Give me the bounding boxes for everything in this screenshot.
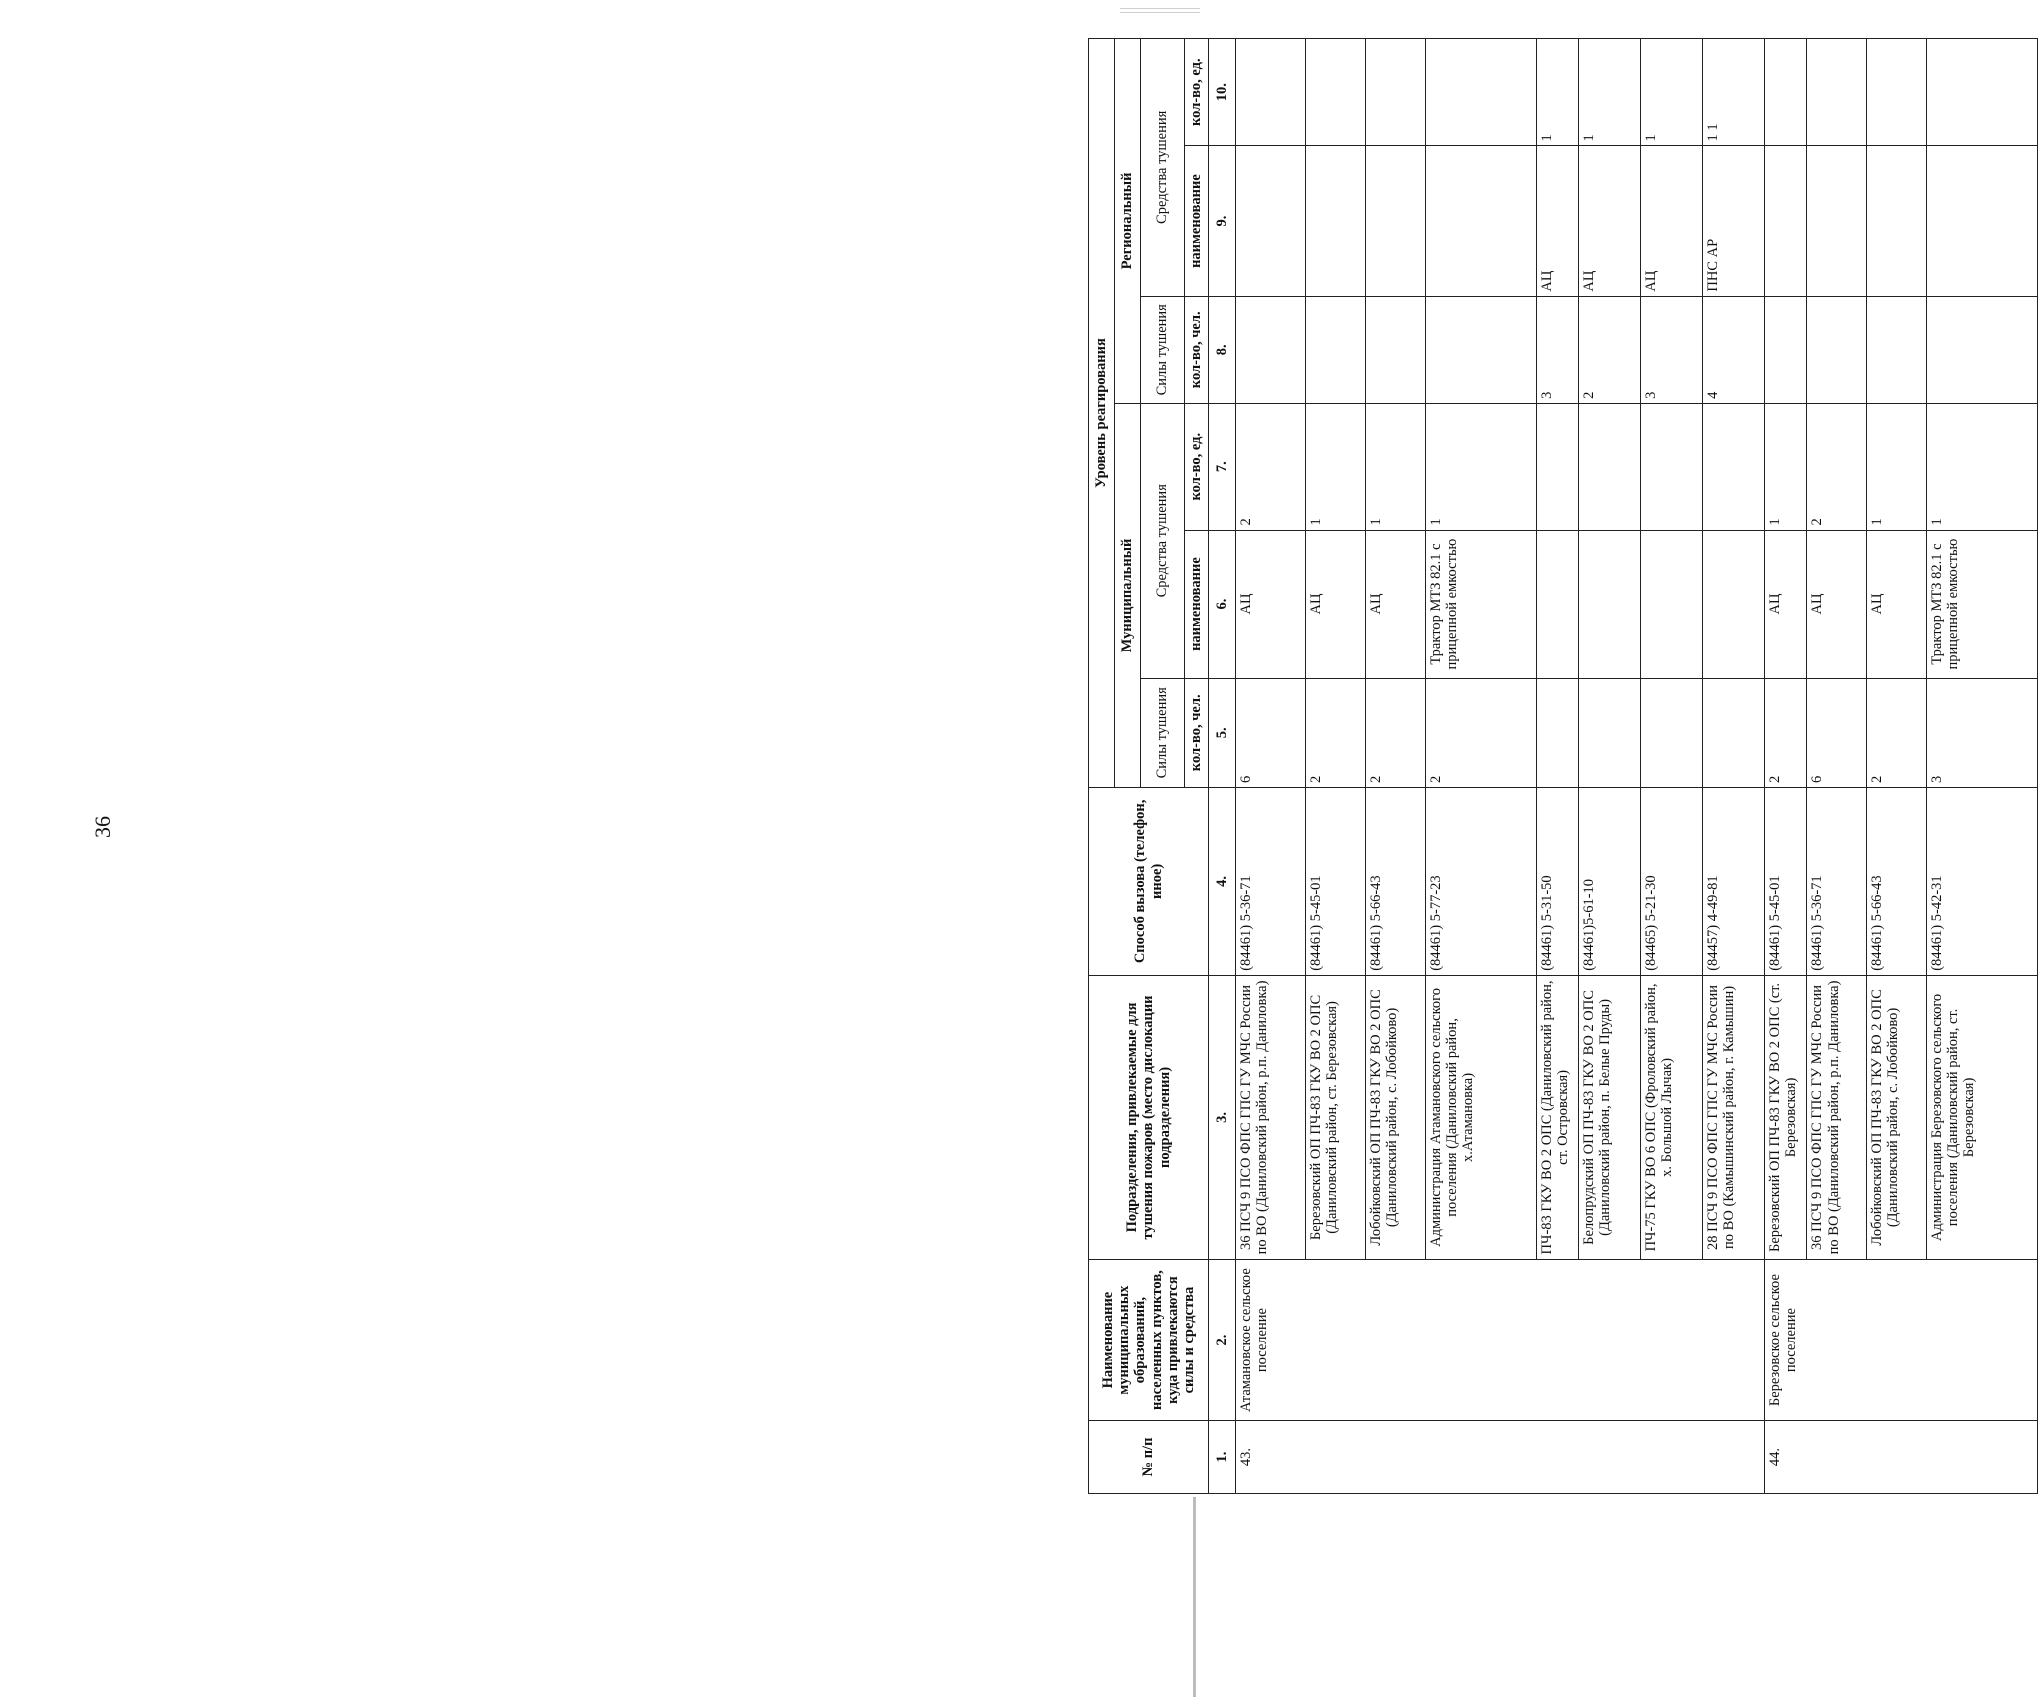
header-unit: Подразделения, привлекаемые для тушения пожаров (место дислокации подразделения) [1089, 975, 1209, 1259]
r-means-cell: АЦ [1641, 146, 1703, 296]
r-forces-cell: 3 [1641, 296, 1703, 403]
r-qty-cell [1235, 39, 1305, 146]
phone-cell: (84461) 5-36-71 [1807, 788, 1867, 976]
table-row [1764, 39, 1807, 1494]
r-forces-cell [1764, 296, 1807, 403]
unit-cell: Администрация Березовского сельского поселения (Даниловский район, ст. Березовская) [1926, 975, 2037, 1259]
r-qty-cell [1306, 39, 1366, 146]
r-means-cell [1235, 146, 1305, 296]
phone-cell: (84461)5-61-10 [1579, 788, 1641, 976]
unit-cell: Администрация Атамановского сельского поселения (Даниловский район, х.Атамановка) [1425, 975, 1536, 1259]
r-forces-cell [1365, 296, 1425, 403]
m-means-cell [1536, 530, 1579, 678]
header-m-qty-units: кол-во, ед. [1185, 403, 1209, 530]
m-forces-cell: 2 [1306, 678, 1366, 787]
r-means-cell [1425, 146, 1536, 296]
m-qty-cell [1702, 403, 1764, 530]
phone-cell: (84457) 4-49-81 [1702, 788, 1764, 976]
r-forces-cell: 2 [1579, 296, 1641, 403]
col-number: 1. [1209, 1421, 1236, 1494]
r-qty-cell [1365, 39, 1425, 146]
unit-cell: Белопрудский ОП ПЧ-83 ГКУ ВО 2 ОПС (Даниловский район, п. Белые Пруды) [1579, 975, 1641, 1259]
phone-cell: (84461) 5-77-23 [1425, 788, 1536, 976]
r-forces-cell [1306, 296, 1366, 403]
r-means-cell [1306, 146, 1366, 296]
fire-response-table [1088, 38, 2038, 1494]
header-r-means: Средства тушения [1141, 39, 1185, 297]
col-number: 8. [1209, 296, 1236, 403]
col-number: 4. [1209, 788, 1236, 976]
r-qty-cell [1807, 39, 1867, 146]
m-qty-cell: 1 [1926, 403, 2037, 530]
unit-cell: ПЧ-83 ГКУ ВО 2 ОПС (Даниловский район, ст. Островская) [1536, 975, 1579, 1259]
unit-cell: Лобойковский ОП ПЧ-83 ГКУ ВО 2 ОПС (Даниловский район, с. Лобойково) [1867, 975, 1927, 1259]
m-qty-cell: 1 [1365, 403, 1425, 530]
m-means-cell [1641, 530, 1703, 678]
m-means-cell: АЦ [1306, 530, 1366, 678]
col-number: 2. [1209, 1260, 1236, 1421]
page-number: 36 [90, 816, 115, 838]
r-qty-cell: 1 [1579, 39, 1641, 146]
column-number-row [1209, 39, 1236, 1494]
header-call-method: Способ вызова (телефон, иное) [1089, 788, 1209, 976]
unit-cell: 36 ПСЧ 9 ПСО ФПС ГПС ГУ МЧС России по ВО (Даниловский район, р.п. Даниловка) [1235, 975, 1305, 1259]
scan-artifact-edge [1193, 1497, 1196, 1697]
m-qty-cell: 1 [1306, 403, 1366, 530]
header-municipal: Муниципальный [1115, 403, 1141, 787]
r-qty-cell [1867, 39, 1927, 146]
r-forces-cell [1235, 296, 1305, 403]
phone-cell: (84461) 5-66-43 [1365, 788, 1425, 976]
scan-artifact-top-2 [1120, 12, 1200, 13]
col-number: 6. [1209, 530, 1236, 678]
col-number: 10. [1209, 39, 1236, 146]
r-forces-cell [1867, 296, 1927, 403]
m-forces-cell: 6 [1235, 678, 1305, 787]
col-number: 5. [1209, 678, 1236, 787]
r-qty-cell [1425, 39, 1536, 146]
m-qty-cell: 1 [1764, 403, 1807, 530]
m-forces-cell: 6 [1807, 678, 1867, 787]
settlement-no: 44. [1764, 1421, 2037, 1494]
unit-cell: Лобойковский ОП ПЧ-83 ГКУ ВО 2 ОПС (Даниловский район, с. Лобойково) [1365, 975, 1425, 1259]
r-means-cell: АЦ [1536, 146, 1579, 296]
m-means-cell: АЦ [1807, 530, 1867, 678]
header-no: № п/п [1089, 1421, 1209, 1494]
r-means-cell [1764, 146, 1807, 296]
settlement-name: Березовское сельское поселение [1764, 1260, 2037, 1421]
r-qty-cell: 1 1 [1702, 39, 1764, 146]
m-forces-cell: 3 [1926, 678, 2037, 787]
unit-cell: ПЧ-75 ГКУ ВО 6 ОПС (Фроловский район, х. Большой Лычак) [1641, 975, 1703, 1259]
header-response-level: Уровень реагирования [1089, 39, 1115, 788]
settlement-no: 43. [1235, 1421, 1764, 1494]
scan-artifact-top [1120, 8, 1200, 9]
settlement-name: Атамановское сельское поселение [1235, 1260, 1764, 1421]
r-qty-cell: 1 [1641, 39, 1703, 146]
m-means-cell: Трактор МТЗ 82.1 с прицепной емкостью [1425, 530, 1536, 678]
phone-cell: (84461) 5-42-31 [1926, 788, 2037, 976]
m-qty-cell [1641, 403, 1703, 530]
m-means-cell: Трактор МТЗ 82.1 с прицепной емкостью [1926, 530, 2037, 678]
header-r-forces: Силы тушения [1141, 296, 1185, 403]
phone-cell: (84461) 5-45-01 [1764, 788, 1807, 976]
r-forces-cell: 3 [1536, 296, 1579, 403]
m-qty-cell [1536, 403, 1579, 530]
m-means-cell [1702, 530, 1764, 678]
m-means-cell: АЦ [1764, 530, 1807, 678]
r-means-cell: ПНС АР [1702, 146, 1764, 296]
m-forces-cell [1579, 678, 1641, 787]
header-m-means: Средства тушения [1141, 403, 1185, 678]
m-forces-cell [1641, 678, 1703, 787]
m-means-cell: АЦ [1867, 530, 1927, 678]
col-number: 3. [1209, 975, 1236, 1259]
m-qty-cell: 2 [1235, 403, 1305, 530]
unit-cell: 36 ПСЧ 9 ПСО ФПС ГПС ГУ МЧС России по ВО (Даниловский район, р.п. Даниловка) [1807, 975, 1867, 1259]
m-means-cell [1579, 530, 1641, 678]
col-number: 7. [1209, 403, 1236, 530]
r-forces-cell [1807, 296, 1867, 403]
header-m-name: наименование [1185, 530, 1209, 678]
r-means-cell: АЦ [1579, 146, 1641, 296]
r-means-cell [1926, 146, 2037, 296]
r-forces-cell [1425, 296, 1536, 403]
unit-cell: 28 ПСЧ 9 ПСО ФПС ГПС ГУ МЧС России по ВО (Камышинский район, г. Камышин) [1702, 975, 1764, 1259]
m-means-cell: АЦ [1365, 530, 1425, 678]
header-r-qty-people: кол-во, чел. [1185, 296, 1209, 403]
m-forces-cell: 2 [1365, 678, 1425, 787]
m-qty-cell: 2 [1807, 403, 1867, 530]
header-r-name: наименование [1185, 146, 1209, 296]
rotated-table-wrapper [1088, 38, 2038, 1494]
m-forces-cell: 2 [1764, 678, 1807, 787]
unit-cell: Березовский ОП ПЧ-83 ГКУ ВО 2 ОПС (ст. Березовская) [1764, 975, 1807, 1259]
r-qty-cell [1764, 39, 1807, 146]
m-forces-cell [1536, 678, 1579, 787]
m-means-cell: АЦ [1235, 530, 1305, 678]
m-forces-cell: 2 [1867, 678, 1927, 787]
phone-cell: (84465) 5-21-30 [1641, 788, 1703, 976]
phone-cell: (84461) 5-36-71 [1235, 788, 1305, 976]
m-qty-cell [1579, 403, 1641, 530]
phone-cell: (84461) 5-31-50 [1536, 788, 1579, 976]
m-forces-cell [1702, 678, 1764, 787]
r-qty-cell: 1 [1536, 39, 1579, 146]
header-m-qty-people: кол-во, чел. [1185, 678, 1209, 787]
phone-cell: (84461) 5-45-01 [1306, 788, 1366, 976]
header-m-forces: Силы тушения [1141, 678, 1185, 787]
r-means-cell [1867, 146, 1927, 296]
header-r-qty-units: кол-во, ед. [1185, 39, 1209, 146]
m-qty-cell: 1 [1425, 403, 1536, 530]
unit-cell: Березовский ОП ПЧ-83 ГКУ ВО 2 ОПС (Даниловский район, ст. Березовская) [1306, 975, 1366, 1259]
m-forces-cell: 2 [1425, 678, 1536, 787]
r-forces-cell: 4 [1702, 296, 1764, 403]
m-qty-cell: 1 [1867, 403, 1927, 530]
table-row [1235, 39, 1305, 1494]
r-means-cell [1807, 146, 1867, 296]
r-qty-cell [1926, 39, 2037, 146]
r-means-cell [1365, 146, 1425, 296]
r-forces-cell [1926, 296, 2037, 403]
header-settlement: Наименование муниципальных образований, населенных пунктов, куда привлекаются силы и средства [1089, 1260, 1209, 1421]
phone-cell: (84461) 5-66-43 [1867, 788, 1927, 976]
col-number: 9. [1209, 146, 1236, 296]
header-regional: Региональный [1115, 39, 1141, 404]
